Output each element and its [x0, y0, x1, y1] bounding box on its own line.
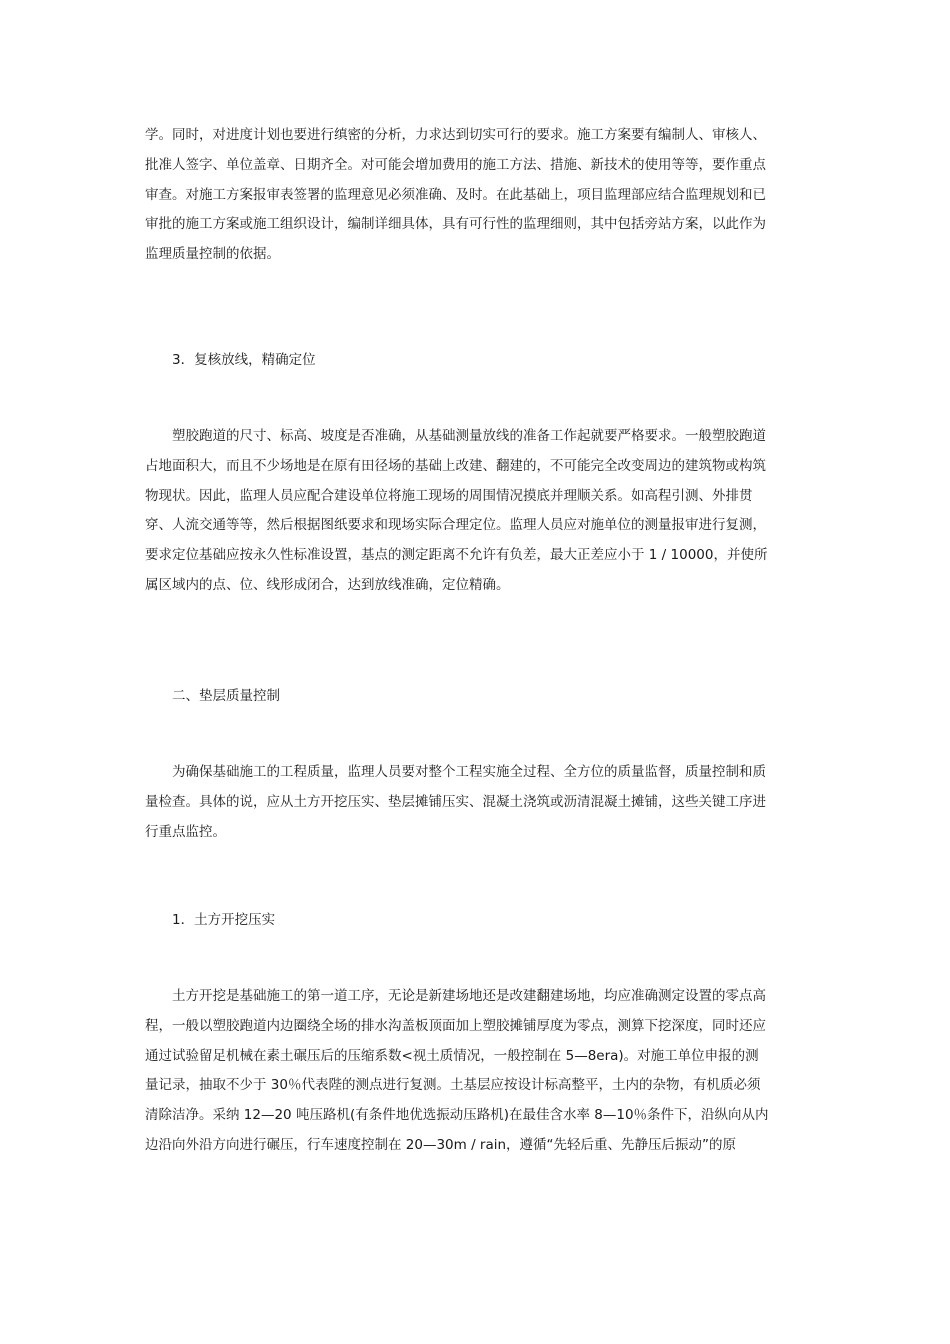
paragraph-cushion-quality [145, 758, 810, 847]
text-line: 批准人签字、单位盖章、日期齐全。对可能会增加费用的施工方法、措施、新技术的使用等等，要作重点 [145, 156, 766, 173]
paragraph-earthwork [145, 982, 810, 1161]
text-line: 为确保基础施工的工程质量，监理人员要对整个工程实施全过程、全方位的质量监督，质量控制和质 [145, 764, 766, 780]
text-line: 边沿向外沿方向进行碾压，行车速度控制在 20—30m / rain，遵循“先轻后重、先静压后振动”的原 [145, 1136, 737, 1153]
text-line: 物现状。因此，监理人员应配合建设单位将施工现场的周围情况摸底并理顺关系。如高程引测、外排贯 [145, 487, 753, 504]
text-line: 学。同时，对进度计划也要进行缜密的分析，力求达到切实可行的要求。施工方案要有编制人、审核人、 [145, 127, 766, 143]
text-line: 土方开挖是基础施工的第一道工序，无论是新建场地还是改建翻建场地，均应准确测定设置的零点高 [145, 988, 766, 1004]
text-line: 监理质量控制的依据。 [145, 246, 280, 263]
text-line: 量检查。具体的说，应从土方开挖压实、垫层摊铺压实、混凝土浇筑或沥清混凝土摊铺，这些关键工序进 [145, 793, 766, 810]
text-line: 属区域内的点、位、线形成闭合，达到放线准确，定位精确。 [145, 576, 510, 593]
paragraph-survey-setout [145, 422, 810, 601]
text-line: 审批的施工方案或施工组织设计，编制详细具体，具有可行性的监理细则，其中包括旁站方案，以此作为 [145, 216, 766, 233]
text-line: 量记录，抽取不少于 30％代表陛的测点进行复测。土基层应按设计标高整平，土内的杂物，有机质必须 [145, 1077, 761, 1094]
text-line: 审查。对施工方案报审表签署的监理意见必须准确、及时。在此基础上，项目监理部应结合监理规划和已 [145, 186, 766, 203]
text-line: 占地面积大，而且不少场地是在原有田径场的基础上改建、翻建的，不可能完全改变周边的建筑物或构筑 [145, 457, 766, 474]
text-line: 行重点监控。 [145, 823, 226, 840]
text-line: 穿、人流交通等等，然后根据图纸要求和现场实际合理定位。监理人员应对施单位的测量报审进行复测， [145, 517, 766, 534]
section-heading-survey-setout: 3．复核放线，精确定位 [172, 352, 316, 368]
text-line: 通过试验留足机械在素土碾压后的压缩系数<视土质情况，一般控制在 5—8era)。对施工单位申报的测 [145, 1047, 759, 1064]
text-line: 清除洁净。采纳 12—20 吨压路机(有条件地优选振动压路机)在最佳含水率 8—10％条件下，沿纵向从内 [145, 1107, 769, 1124]
section-heading-cushion-quality: 二、垫层质量控制 [172, 688, 280, 704]
text-line: 塑胶跑道的尺寸、标高、坡度是否准确，从基础测量放线的准备工作起就要严格要求。一般塑胶跑道 [145, 428, 766, 444]
section-heading-earthwork: 1．土方开挖压实 [172, 912, 276, 928]
paragraph-construction-plan-review [145, 121, 810, 270]
text-line: 程，一般以塑胶跑道内边圈绕全场的排水沟盖板顶面加上塑胶摊铺厚度为零点，测算下挖深度，同时还应 [145, 1017, 766, 1034]
text-line: 要求定位基础应按永久性标准设置，基点的测定距离不允许有负差，最大正差应小于 1 / 10000，并使所 [145, 547, 768, 564]
